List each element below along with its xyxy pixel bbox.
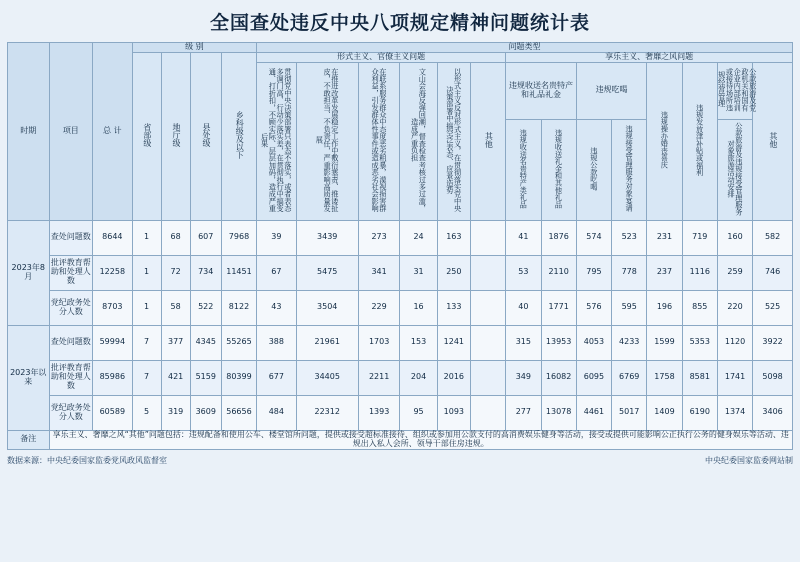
cell: 160 bbox=[717, 220, 752, 255]
group-hedonism: 享乐主义、奢靡之风问题 bbox=[506, 52, 793, 62]
cell: 5475 bbox=[296, 255, 358, 290]
col-hedonism-allowances: 违规发放津补贴或福利 bbox=[682, 62, 717, 220]
cell: 237 bbox=[647, 255, 682, 290]
cell-total: 59994 bbox=[93, 325, 132, 360]
cell: 484 bbox=[257, 395, 296, 430]
cell: 315 bbox=[506, 325, 541, 360]
cell: 1703 bbox=[358, 325, 400, 360]
col-formalism-2: 在推进改革发展稳定工作中敷衍塞责、推诿扯皮，不敢担当、不负责任，严重影响高质量发展 bbox=[296, 62, 358, 220]
table-row bbox=[8, 255, 793, 290]
col-item: 项目 bbox=[49, 43, 93, 221]
cell: 1374 bbox=[717, 395, 752, 430]
cell: 204 bbox=[400, 360, 437, 395]
cell: 719 bbox=[682, 220, 717, 255]
col-hedonism-3: 违规公款吃喝 bbox=[576, 119, 611, 220]
cell: 7968 bbox=[221, 220, 256, 255]
cell: 746 bbox=[753, 255, 793, 290]
col-period: 时期 bbox=[8, 43, 50, 221]
cell bbox=[470, 255, 505, 290]
group-dining: 违规吃喝 bbox=[576, 62, 647, 119]
cell: 4345 bbox=[190, 325, 221, 360]
cell: 6095 bbox=[576, 360, 611, 395]
note-row bbox=[8, 430, 793, 449]
cell: 4461 bbox=[576, 395, 611, 430]
cell: 595 bbox=[612, 290, 647, 325]
cell-total: 8644 bbox=[93, 220, 132, 255]
cell: 3504 bbox=[296, 290, 358, 325]
col-hedonism-1: 违规收送名贵特产类礼品 bbox=[506, 119, 541, 220]
table-row bbox=[8, 290, 793, 325]
cell: 1409 bbox=[647, 395, 682, 430]
cell: 53 bbox=[506, 255, 541, 290]
cell: 778 bbox=[612, 255, 647, 290]
group-travel: 公款旅游及党政机关和国有企业内部培训或接待场所违规经营管理 bbox=[717, 62, 752, 119]
cell: 163 bbox=[437, 220, 470, 255]
note-label: 备注 bbox=[8, 430, 50, 449]
cell: 43 bbox=[257, 290, 296, 325]
cell: 13078 bbox=[541, 395, 576, 430]
cell: 576 bbox=[576, 290, 611, 325]
cell: 277 bbox=[506, 395, 541, 430]
cell: 3439 bbox=[296, 220, 358, 255]
cell: 1 bbox=[132, 255, 161, 290]
row-label: 党纪政务处分人数 bbox=[49, 395, 93, 430]
col-formalism-1: 贯彻党中央决策部署只表态不落实，或者表态多调门高、行动少落实差，在贯彻执行中搞变通、打折扣，不顾实际、层层加码，造成严重后果 bbox=[257, 62, 296, 220]
table-row bbox=[8, 325, 793, 360]
col-hedonism-weddings: 违规操办婚丧喜庆 bbox=[647, 62, 682, 220]
period-label-1: 2023年8月 bbox=[8, 220, 50, 325]
cell: 421 bbox=[161, 360, 190, 395]
cell: 8122 bbox=[221, 290, 256, 325]
col-level-sheng: 省部级 bbox=[132, 52, 161, 220]
col-hedonism-other: 其他 bbox=[753, 62, 793, 220]
table-row bbox=[8, 395, 793, 430]
cell: 16082 bbox=[541, 360, 576, 395]
cell: 72 bbox=[161, 255, 190, 290]
col-formalism-3: 在联系服务群众中态度恶劣粗暴，漠视损害群众利益，引发群体性事件或造成恶劣社会影响 bbox=[358, 62, 400, 220]
cell: 319 bbox=[161, 395, 190, 430]
cell: 2211 bbox=[358, 360, 400, 395]
col-hedonism-2: 违规收送礼金和其他礼品 bbox=[541, 119, 576, 220]
group-gifts: 违规收送名贵特产和礼品礼金 bbox=[506, 62, 577, 119]
cell: 58 bbox=[161, 290, 190, 325]
cell: 80399 bbox=[221, 360, 256, 395]
cell bbox=[470, 325, 505, 360]
table-row bbox=[8, 360, 793, 395]
cell: 11451 bbox=[221, 255, 256, 290]
cell: 24 bbox=[400, 220, 437, 255]
cell: 3922 bbox=[753, 325, 793, 360]
cell: 7 bbox=[132, 325, 161, 360]
cell: 574 bbox=[576, 220, 611, 255]
cell: 525 bbox=[753, 290, 793, 325]
cell: 734 bbox=[190, 255, 221, 290]
cell: 5098 bbox=[753, 360, 793, 395]
cell: 2110 bbox=[541, 255, 576, 290]
cell: 1771 bbox=[541, 290, 576, 325]
cell: 4053 bbox=[576, 325, 611, 360]
col-formalism-other: 其他 bbox=[470, 62, 505, 220]
statistics-table bbox=[7, 42, 793, 450]
cell: 250 bbox=[437, 255, 470, 290]
row-label: 查处问题数 bbox=[49, 325, 93, 360]
col-total: 总 计 bbox=[93, 43, 132, 221]
cell bbox=[470, 360, 505, 395]
cell: 1241 bbox=[437, 325, 470, 360]
group-formalism: 形式主义、官僚主义问题 bbox=[257, 52, 506, 62]
cell bbox=[470, 220, 505, 255]
cell: 67 bbox=[257, 255, 296, 290]
row-label: 批评教育帮助和处理人数 bbox=[49, 255, 93, 290]
cell: 5 bbox=[132, 395, 161, 430]
cell: 95 bbox=[400, 395, 437, 430]
cell: 6190 bbox=[682, 395, 717, 430]
cell: 21961 bbox=[296, 325, 358, 360]
cell: 7 bbox=[132, 360, 161, 395]
cell-total: 12258 bbox=[93, 255, 132, 290]
cell: 40 bbox=[506, 290, 541, 325]
cell: 259 bbox=[717, 255, 752, 290]
cell: 55265 bbox=[221, 325, 256, 360]
page-title: 全国查处违反中央八项规定精神问题统计表 bbox=[209, 12, 590, 34]
cell: 1876 bbox=[541, 220, 576, 255]
cell: 153 bbox=[400, 325, 437, 360]
col-hedonism-4: 违规接受管理服务对象宴请 bbox=[612, 119, 647, 220]
cell: 4233 bbox=[612, 325, 647, 360]
cell: 229 bbox=[358, 290, 400, 325]
col-level-xianchu: 县处级 bbox=[190, 52, 221, 220]
cell: 196 bbox=[647, 290, 682, 325]
cell bbox=[470, 290, 505, 325]
cell: 1393 bbox=[358, 395, 400, 430]
cell-total: 8703 bbox=[93, 290, 132, 325]
cell: 1093 bbox=[437, 395, 470, 430]
cell: 522 bbox=[190, 290, 221, 325]
footer bbox=[7, 455, 793, 466]
group-level: 级 别 bbox=[132, 43, 257, 53]
cell: 795 bbox=[576, 255, 611, 290]
cell: 41 bbox=[506, 220, 541, 255]
cell: 2016 bbox=[437, 360, 470, 395]
cell: 34405 bbox=[296, 360, 358, 395]
row-label: 批评教育帮助和处理人数 bbox=[49, 360, 93, 395]
cell: 607 bbox=[190, 220, 221, 255]
cell: 855 bbox=[682, 290, 717, 325]
cell: 8581 bbox=[682, 360, 717, 395]
table-row bbox=[8, 220, 793, 255]
cell: 31 bbox=[400, 255, 437, 290]
data-source: 数据来源：中央纪委国家监委党风政风监督室 bbox=[7, 455, 167, 465]
cell: 39 bbox=[257, 220, 296, 255]
period-label-2: 2023年以来 bbox=[8, 325, 50, 430]
row-label: 党纪政务处分人数 bbox=[49, 290, 93, 325]
cell: 1120 bbox=[717, 325, 752, 360]
cell: 16 bbox=[400, 290, 437, 325]
cell: 56656 bbox=[221, 395, 256, 430]
cell: 1 bbox=[132, 220, 161, 255]
cell: 582 bbox=[753, 220, 793, 255]
cell: 133 bbox=[437, 290, 470, 325]
cell: 341 bbox=[358, 255, 400, 290]
cell: 1758 bbox=[647, 360, 682, 395]
cell: 220 bbox=[717, 290, 752, 325]
cell: 677 bbox=[257, 360, 296, 395]
note-text: 享乐主义、奢靡之风“其他”问题包括：违规配备和使用公车、楼堂馆所问题，提供或接受超标准接待、组织或参加用公款支付的高消费娱乐健身等活动，接受或提供可能影响公正执行公务的健身娱乐等活动、违规出入私人会所、领导干部住房违规。 bbox=[49, 430, 792, 449]
group-problem-type: 问题类型 bbox=[257, 43, 793, 53]
cell: 1 bbox=[132, 290, 161, 325]
row-label: 查处问题数 bbox=[49, 220, 93, 255]
cell-total: 85986 bbox=[93, 360, 132, 395]
col-level-diting: 地厅级 bbox=[161, 52, 190, 220]
cell: 231 bbox=[647, 220, 682, 255]
cell: 1116 bbox=[682, 255, 717, 290]
cell: 5017 bbox=[612, 395, 647, 430]
cell: 377 bbox=[161, 325, 190, 360]
col-level-xiangke: 乡科级及以下 bbox=[221, 52, 256, 220]
cell bbox=[470, 395, 505, 430]
cell: 1741 bbox=[717, 360, 752, 395]
col-formalism-5: 以形式主义反对形式主义，在贯彻落实党中央决策部署中搞空泛表态、应景造势 bbox=[437, 62, 470, 220]
cell: 5159 bbox=[190, 360, 221, 395]
col-formalism-4: 文山会海反弹回潮，督查检查考核过多过滥，造成严重负担 bbox=[400, 62, 437, 220]
cell-total: 60589 bbox=[93, 395, 132, 430]
cell: 388 bbox=[257, 325, 296, 360]
cell: 3406 bbox=[753, 395, 793, 430]
cell: 22312 bbox=[296, 395, 358, 430]
cell: 3609 bbox=[190, 395, 221, 430]
site-credit: 中央纪委国家监委网站制 bbox=[705, 455, 793, 465]
cell: 13953 bbox=[541, 325, 576, 360]
col-hedonism-7: 公款旅游及违规接受管理服务对象旅游活动安排 bbox=[717, 119, 752, 220]
cell: 273 bbox=[358, 220, 400, 255]
cell: 6769 bbox=[612, 360, 647, 395]
cell: 349 bbox=[506, 360, 541, 395]
cell: 68 bbox=[161, 220, 190, 255]
cell: 523 bbox=[612, 220, 647, 255]
cell: 1599 bbox=[647, 325, 682, 360]
cell: 5353 bbox=[682, 325, 717, 360]
